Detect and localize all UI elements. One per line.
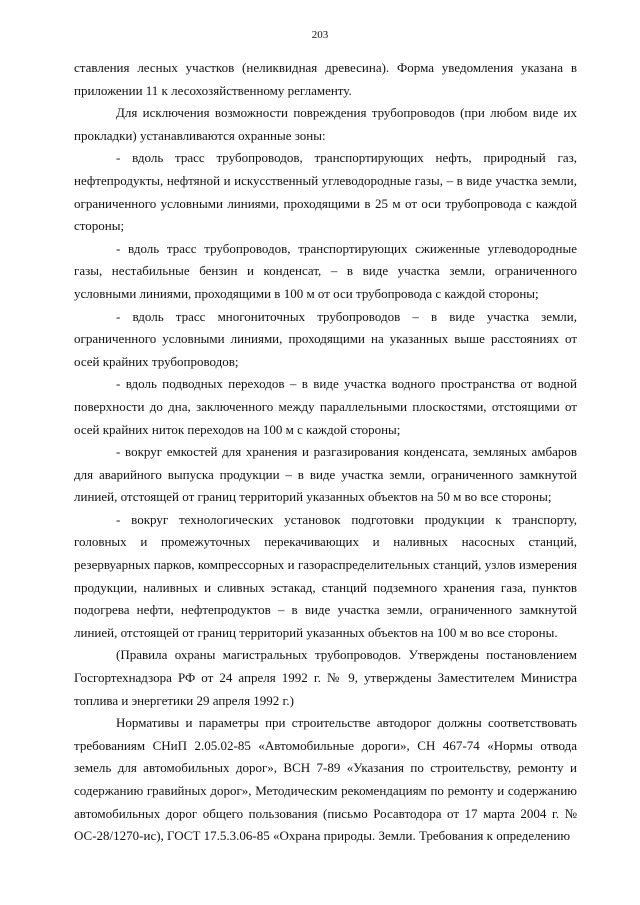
paragraph-pipeline-rules-citation: (Правила охраны магистральных трубопроводов. Утверждены постановлением Госгортехнадзора РФ от 24 апреля 1992 г. № 9, утверждены Заместителем Министра топлива и энергетики 29 апреля 1992 г.) [74, 647, 577, 708]
page-body [74, 57, 577, 848]
page-number: 203 [311, 29, 329, 41]
paragraph-continuation: ставления лесных участков (неликвидная древесина). Форма уведомления указана в приложении 11 к лесохозяйственному регламенту. [74, 60, 577, 98]
list-item-condensate-tanks: - вокруг емкостей для хранения и разгазирования конденсата, земляных амбаров для аварийного выпуска продукции – в виде участка земли, ограниченного замкнутой линией, отстоящей от границ территорий указанных объектов на 50 м во все стороны; [74, 444, 577, 505]
list-item-underwater-crossings: - вдоль подводных переходов – в виде участка водного пространства от водной поверхности до дна, заключенного между параллельными плоскостями, отстоящими от осей крайних ниток переходов на 100 м с каждой стороны; [74, 376, 577, 437]
paragraph-protection-zones-intro: Для исключения возможности повреждения трубопроводов (при любом виде их прокладки) устанавливаются охранные зоны: [74, 105, 577, 143]
list-item-multiline-pipelines: - вдоль трасс многониточных трубопроводов – в виде участка земли, ограниченного условными линиями, проходящими на указанных выше расстояниях от осей крайних трубопроводов; [74, 308, 577, 369]
list-item-technological-installations: - вокруг технологических установок подготовки продукции к транспорту, головных и промежуточных перекачивающих и наливных насосных станций, резервуарных парков, компрессорных и газораспределительных станций, узлов измерения продукции, наливных и сливных эстакад, станций подземного хранения газа, пунктов подогрева нефти, нефтепродуктов – в виде участка земли, ограниченного замкнутой линией, отстоящей от границ территорий указанных объектов на 100 м во все стороны. [74, 511, 577, 640]
list-item-oil-gas-pipelines: - вдоль трасс трубопроводов, транспортирующих нефть, природный газ, нефтепродукты, нефтяной и искусственный углеводородные газы, – в виде участка земли, ограниченного условными линиями, проходящими в 25 м от оси трубопровода с каждой стороны; [74, 150, 577, 234]
list-item-liquefied-gas-pipelines: - вдоль трасс трубопроводов, транспортирующих сжиженные углеводородные газы, нестабильные бензин и конденсат, – в виде участка земли, ограниченного условными линиями, проходящими в 100 м от оси трубопровода с каждой стороны; [74, 240, 577, 301]
paragraph-road-construction-norms: Нормативы и параметры при строительстве автодорог должны соответствовать требованиям СНиП 2.05.02-85 «Автомобильные дороги», СН 467-74 «Нормы отвода земель для автомобильных дорог», ВСН 7-89 «Указания по строительству, ремонту и содержанию гравийных дорог», Методическим рекомендациям по ремонту и содержанию автомобильных дорог общего пользования (письмо Росавтодора от 17 марта 2004 г. № ОС-28/1270-ис), ГОСТ 17.5.3.06-85 «Охрана природы. Земли. Требования к определению [74, 715, 577, 844]
